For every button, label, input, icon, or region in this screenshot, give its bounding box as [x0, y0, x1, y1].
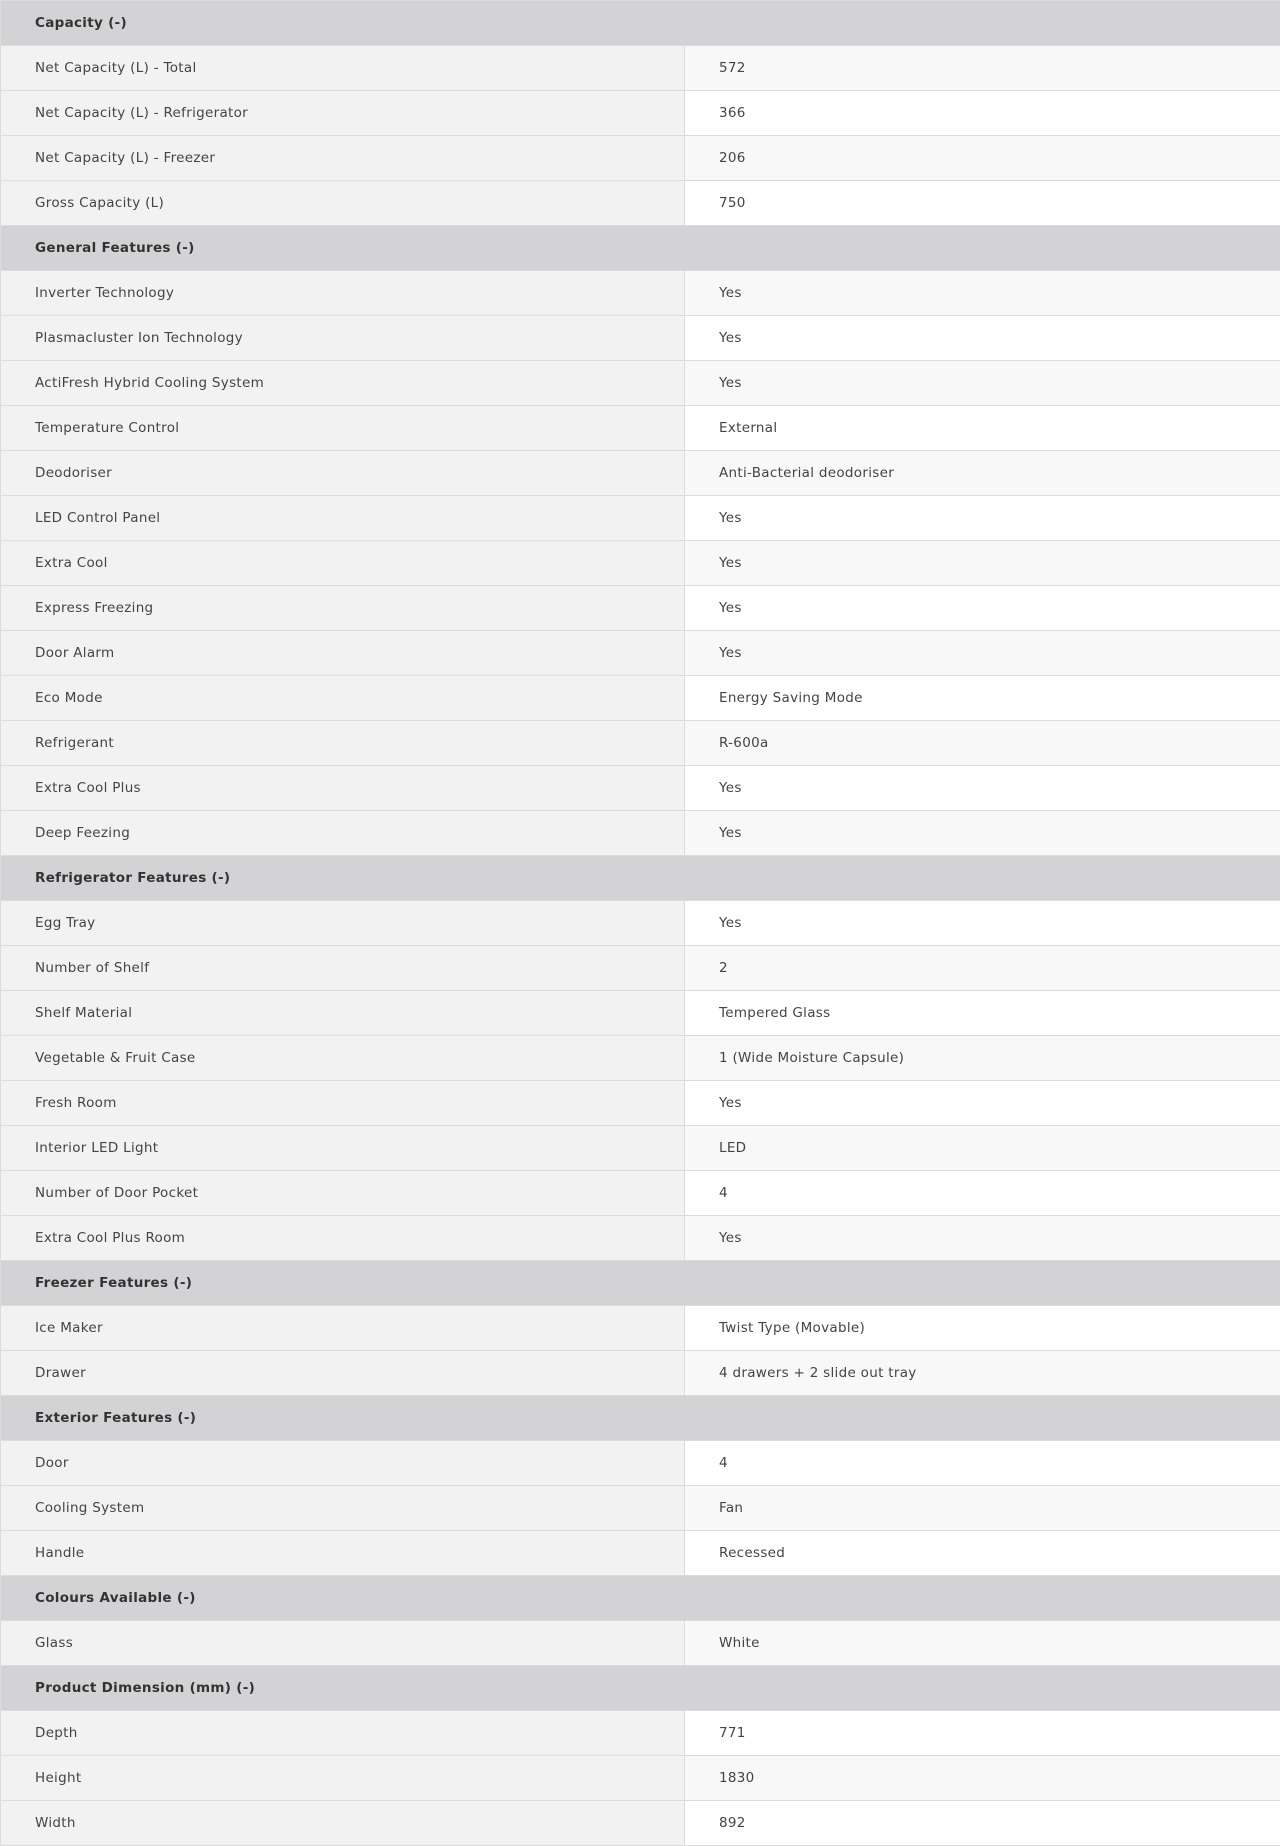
- section-header-row[interactable]: [1, 1, 1280, 46]
- spec-value: Yes: [685, 496, 1280, 541]
- spec-label: LED Control Panel: [1, 496, 685, 541]
- spec-value: 4: [685, 1441, 1280, 1486]
- spec-row: [1, 1351, 1280, 1396]
- spec-row: [1, 721, 1280, 766]
- spec-value: 1 (Wide Moisture Capsule): [685, 1036, 1280, 1081]
- spec-row: [1, 1081, 1280, 1126]
- spec-value: Yes: [685, 586, 1280, 631]
- spec-row: [1, 1486, 1280, 1531]
- spec-label: Gross Capacity (L): [1, 181, 685, 226]
- spec-label: Cooling System: [1, 1486, 685, 1531]
- spec-table-body: [1, 1, 1280, 1846]
- spec-label: Number of Door Pocket: [1, 1171, 685, 1216]
- spec-row: [1, 406, 1280, 451]
- spec-label: Fresh Room: [1, 1081, 685, 1126]
- spec-row: [1, 91, 1280, 136]
- spec-row: [1, 1216, 1280, 1261]
- spec-value: Yes: [685, 811, 1280, 856]
- spec-value: Yes: [685, 316, 1280, 361]
- spec-value: 4 drawers + 2 slide out tray: [685, 1351, 1280, 1396]
- spec-row: [1, 901, 1280, 946]
- spec-row: [1, 1711, 1280, 1756]
- spec-label: Drawer: [1, 1351, 685, 1396]
- spec-value: Fan: [685, 1486, 1280, 1531]
- spec-row: [1, 586, 1280, 631]
- spec-value: 1830: [685, 1756, 1280, 1801]
- spec-label: Vegetable & Fruit Case: [1, 1036, 685, 1081]
- spec-label: Door: [1, 1441, 685, 1486]
- spec-label: Refrigerant: [1, 721, 685, 766]
- spec-row: [1, 1801, 1280, 1846]
- spec-value: 2: [685, 946, 1280, 991]
- spec-row: [1, 451, 1280, 496]
- spec-label: Deodoriser: [1, 451, 685, 496]
- spec-value: Recessed: [685, 1531, 1280, 1576]
- spec-label: Inverter Technology: [1, 271, 685, 316]
- spec-value: Energy Saving Mode: [685, 676, 1280, 721]
- spec-row: [1, 496, 1280, 541]
- spec-label: Number of Shelf: [1, 946, 685, 991]
- section-toggle[interactable]: Freezer Features (-): [1, 1261, 1280, 1306]
- spec-value: LED: [685, 1126, 1280, 1171]
- spec-row: [1, 991, 1280, 1036]
- spec-value: External: [685, 406, 1280, 451]
- spec-value: 572: [685, 46, 1280, 91]
- spec-label: Egg Tray: [1, 901, 685, 946]
- spec-row: [1, 541, 1280, 586]
- spec-value: Yes: [685, 1216, 1280, 1261]
- spec-value: Yes: [685, 901, 1280, 946]
- spec-row: [1, 631, 1280, 676]
- spec-label: Express Freezing: [1, 586, 685, 631]
- spec-value: R-600a: [685, 721, 1280, 766]
- spec-row: [1, 181, 1280, 226]
- spec-value: Yes: [685, 766, 1280, 811]
- spec-row: [1, 46, 1280, 91]
- spec-value: Anti-Bacterial deodoriser: [685, 451, 1280, 496]
- spec-value: Yes: [685, 1081, 1280, 1126]
- spec-label: Eco Mode: [1, 676, 685, 721]
- section-header-row[interactable]: [1, 1666, 1280, 1711]
- section-toggle[interactable]: Exterior Features (-): [1, 1396, 1280, 1441]
- spec-value: 366: [685, 91, 1280, 136]
- spec-label: ActiFresh Hybrid Cooling System: [1, 361, 685, 406]
- spec-label: Interior LED Light: [1, 1126, 685, 1171]
- spec-label: Ice Maker: [1, 1306, 685, 1351]
- spec-value: 892: [685, 1801, 1280, 1846]
- spec-row: [1, 316, 1280, 361]
- spec-row: [1, 1621, 1280, 1666]
- spec-row: [1, 1171, 1280, 1216]
- spec-row: [1, 1756, 1280, 1801]
- spec-row: [1, 676, 1280, 721]
- spec-value: Yes: [685, 271, 1280, 316]
- spec-row: [1, 271, 1280, 316]
- spec-label: Door Alarm: [1, 631, 685, 676]
- section-toggle[interactable]: Capacity (-): [1, 1, 1280, 46]
- spec-row: [1, 136, 1280, 181]
- spec-row: [1, 1531, 1280, 1576]
- spec-label: Temperature Control: [1, 406, 685, 451]
- spec-label: Handle: [1, 1531, 685, 1576]
- spec-value: Yes: [685, 631, 1280, 676]
- spec-label: Width: [1, 1801, 685, 1846]
- spec-value: 4: [685, 1171, 1280, 1216]
- section-toggle[interactable]: Colours Available (-): [1, 1576, 1280, 1621]
- spec-row: [1, 766, 1280, 811]
- spec-label: Glass: [1, 1621, 685, 1666]
- spec-value: 206: [685, 136, 1280, 181]
- spec-row: [1, 361, 1280, 406]
- spec-value: 750: [685, 181, 1280, 226]
- section-toggle[interactable]: Product Dimension (mm) (-): [1, 1666, 1280, 1711]
- section-toggle[interactable]: Refrigerator Features (-): [1, 856, 1280, 901]
- section-header-row[interactable]: [1, 1396, 1280, 1441]
- spec-row: [1, 1306, 1280, 1351]
- spec-label: Net Capacity (L) - Freezer: [1, 136, 685, 181]
- spec-value: 771: [685, 1711, 1280, 1756]
- spec-row: [1, 946, 1280, 991]
- section-header-row[interactable]: [1, 856, 1280, 901]
- spec-label: Height: [1, 1756, 685, 1801]
- section-toggle[interactable]: General Features (-): [1, 226, 1280, 271]
- spec-value: White: [685, 1621, 1280, 1666]
- spec-value: Yes: [685, 361, 1280, 406]
- spec-label: Depth: [1, 1711, 685, 1756]
- spec-value: Twist Type (Movable): [685, 1306, 1280, 1351]
- spec-row: [1, 811, 1280, 856]
- spec-label: Extra Cool Plus Room: [1, 1216, 685, 1261]
- spec-label: Extra Cool Plus: [1, 766, 685, 811]
- section-header-row[interactable]: [1, 1576, 1280, 1621]
- spec-label: Net Capacity (L) - Refrigerator: [1, 91, 685, 136]
- spec-label: Net Capacity (L) - Total: [1, 46, 685, 91]
- spec-value: Tempered Glass: [685, 991, 1280, 1036]
- spec-label: Deep Feezing: [1, 811, 685, 856]
- section-header-row[interactable]: [1, 1261, 1280, 1306]
- spec-value: Yes: [685, 541, 1280, 586]
- spec-row: [1, 1126, 1280, 1171]
- spec-label: Plasmacluster Ion Technology: [1, 316, 685, 361]
- spec-label: Extra Cool: [1, 541, 685, 586]
- section-header-row[interactable]: [1, 226, 1280, 271]
- spec-label: Shelf Material: [1, 991, 685, 1036]
- spec-row: [1, 1441, 1280, 1486]
- spec-row: [1, 1036, 1280, 1081]
